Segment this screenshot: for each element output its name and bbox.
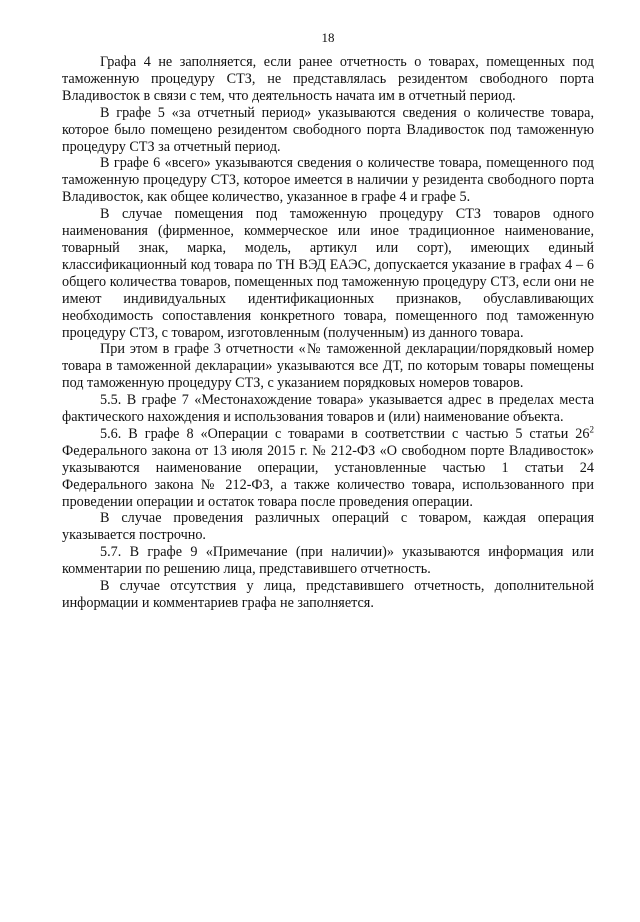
paragraph-5-7: 5.7. В графе 9 «Примечание (при наличии)» указываются информация или комментарии по решению лица, представившего отчетность. [62,544,594,578]
page-number: 18 [321,30,335,45]
paragraph-no-comments: В случае отсутствия у лица, представившего отчетность, дополнительной информации и комментариев графа не заполняется. [62,578,594,611]
paragraph-5-5: 5.5. В графе 7 «Местонахождение товара» указывается адрес в пределах места фактического нахождения и использования товаров и (или) наименование объекта. [62,392,594,426]
paragraph-grafa-4: Графа 4 не заполняется, если ранее отчетность о товарах, помещенных под таможенную процедуру СТЗ, не представлялась резидентом свободного порта Владивосток в связи с тем, что деятельность начата им в отчетный период. [62,54,594,104]
paragraph-single-name-goods: В случае помещения под таможенную процедуру СТЗ товаров одного наименования (фирменное, коммерческое или иное традиционное наименование, товарный знак, марка, модель, артикул или сорт), имеющих единый классификационный код товара по ТН ВЭД ЕАЭС, допускается указание в графах 4 – 6 общего количества товаров, помещенных под таможенную процедуру СТЗ, если они не имеют индивидуальных идентификационных признаков, обуславливающих необходимость сопоставления конкретного товара, помещенного под таможенную процедуру СТЗ, с товаром, изготовленным (полученным) из данного товара. [62,206,594,341]
paragraph-grafa-3-declarations: При этом в графе 3 отчетности «№ таможенной декларации/порядковый номер товара в таможенной декларации» указываются все ДТ, по которым товары помещены под таможенную процедуру СТЗ, с указанием порядковых номеров товаров. [62,341,594,392]
superscript-2: 2 [589,424,594,435]
paragraph-operations-per-line: В случае проведения различных операций с товаром, каждая операция указывается построчно. [62,510,594,544]
paragraph-5-6-start: 5.6. В графе 8 «Операции с товарами в соответствии с частью 5 статьи 26 [100,425,590,442]
paragraph-5-6 [62,426,594,511]
paragraph-5-6-rest: Федерального закона от 13 июля 2015 г. № 212-ФЗ «О свободном порте Владивосток» указываются наименование операции, установленные частью 1 статьи 24 Федерального закона № 212-ФЗ, а также количество товара, использованного при проведении операции и остаток товара после проведения операции. [62,442,594,510]
paragraph-grafa-5: В графе 5 «за отчетный период» указываются сведения о количестве товара, которое было помещено резидентом свободного порта Владивосток под таможенную процедуру СТЗ за отчетный период. [62,104,594,155]
paragraph-grafa-6: В графе 6 «всего» указываются сведения о количестве товара, помещенного под таможенную процедуру СТЗ, которое имеется в наличии у резидента свободного порта Владивосток, как общее количество, указанное в графе 4 и графе 5. [62,155,594,206]
